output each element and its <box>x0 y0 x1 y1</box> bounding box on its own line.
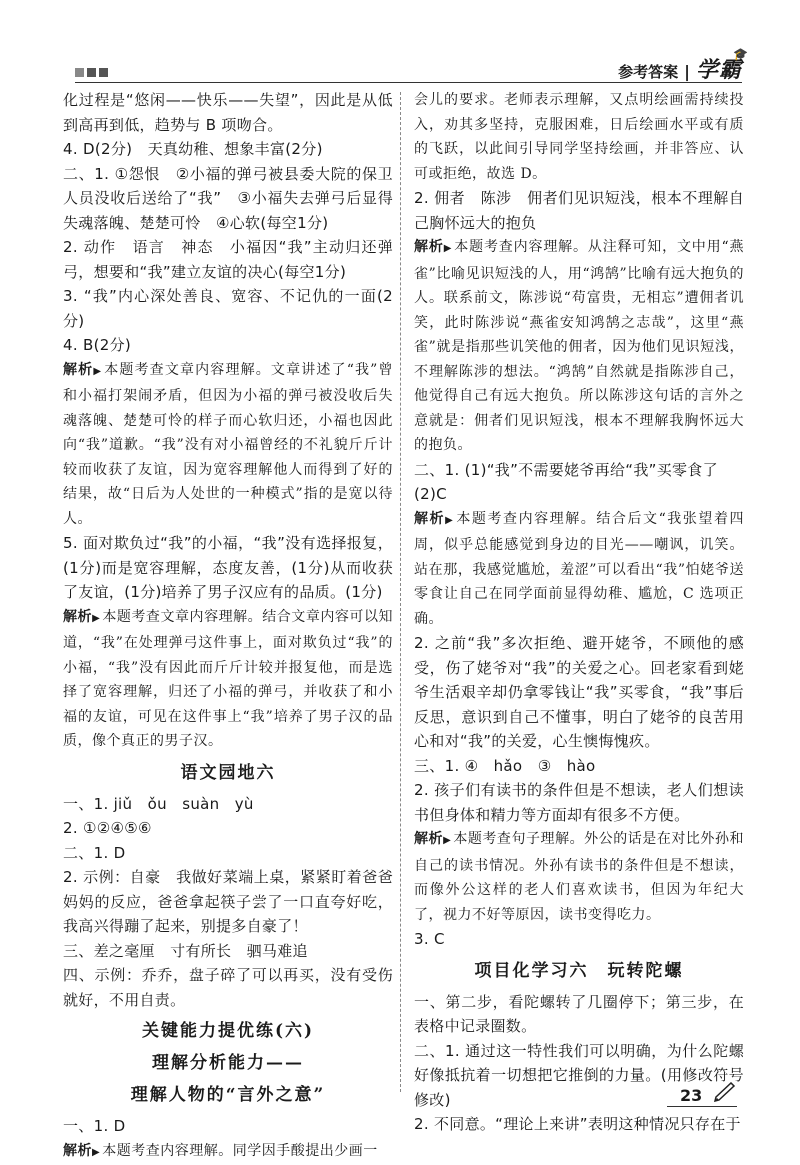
pencil-icon <box>712 1082 738 1104</box>
paragraph-text: 二、1. (1)“我”不需要姥爷再给“我”买零食了 <box>414 461 718 479</box>
explanation-tag: 解析 <box>414 511 445 527</box>
paragraph-text: 一、第二步，看陀螺转了几圈停下；第三步，在表格中记录圈数。 <box>414 993 744 1036</box>
answer-paragraph <box>63 137 393 162</box>
paragraph-text: 一、1. jiǔ ǒu suàn yù <box>63 795 254 813</box>
footer-rule <box>667 1106 737 1107</box>
paragraph-text: 本题考查内容理解。结合后文“我张望着四周，似乎总能感觉到身边的目光——嘲讽，讥笑。站在那，我感觉尴尬，羞涩”可以看出“我”怕姥爷送零食让自己在同学面前显得幼稚、尴尬，C 选项正确。 <box>414 511 744 627</box>
answer-paragraph <box>63 1114 393 1139</box>
answer-paragraph <box>414 631 744 754</box>
answer-paragraph <box>63 816 393 841</box>
explanation-tag: 解析 <box>414 239 444 255</box>
explanation-paragraph <box>414 235 744 458</box>
paragraph-text: 二、1. D <box>63 844 125 862</box>
explanation-paragraph <box>63 358 393 532</box>
page-header <box>0 0 800 84</box>
paragraph-text: 本题考查文章内容理解。文章讲述了“我”曾和小福打架闹矛盾，但因为小福的弹弓被没收后失魂落魄、楚楚可怜的样子而心软归还，小福也因此向“我”道歉。“我”没有对小福曾经的不礼貌斤斤计较而收获了友谊，因为宽容理解他人而得到了好的结果，故“日后为人处世的一种模式”指的是宽以待人。 <box>63 362 393 527</box>
right-column <box>414 88 744 1137</box>
paragraph-text: 4. B(2分) <box>63 336 131 354</box>
paragraph-text: 本题考查文章内容理解。结合文章内容可以知道，“我”在处理弹弓这件事上，面对欺负过“我”的小福，“我”没有因此而斤斤计较并报复他，而是选择了宽容理解，归还了小福的弹弓，并收获了和小福的友谊，可见在这件事上“我”培养了男子汉的品质，像个真正的男子汉。 <box>63 609 393 750</box>
section-heading: 理解分析能力—— <box>63 1050 393 1076</box>
paragraph-text: 2. 佣者 陈涉 佣者们见识短浅，根本不理解自己胸怀远大的抱负 <box>414 189 744 232</box>
arrow-icon: ▶ <box>445 515 454 526</box>
answer-paragraph <box>414 1112 744 1137</box>
answer-paragraph <box>63 333 393 358</box>
answer-paragraph <box>414 458 744 483</box>
paragraph-text: (2)C <box>414 485 447 503</box>
left-column <box>63 88 393 1165</box>
answer-paragraph <box>414 927 744 952</box>
paragraph-text: 3. C <box>414 930 445 948</box>
section-heading: 语文园地六 <box>63 760 393 786</box>
paragraph-text: 2. 不同意。“理论上来讲”表明这种情况只存在于 <box>414 1115 741 1133</box>
section-heading: 关键能力提优练(六) <box>63 1018 393 1044</box>
answer-paragraph <box>414 186 744 235</box>
header-separator: | <box>684 62 690 81</box>
reference-answers-label: 参考答案 <box>618 61 678 82</box>
header-rule <box>75 82 742 83</box>
paragraph-text: 2. 动作 语言 神态 小福因“我”主动归还弹弓，想要和“我”建立友谊的决心(每空1分) <box>63 238 393 281</box>
paragraph-text: 三、1. ④ hǎo ③ hào <box>414 757 596 775</box>
answer-paragraph <box>414 482 744 507</box>
explanation-tag: 解析 <box>63 1143 92 1159</box>
explanation-paragraph <box>63 605 393 754</box>
paragraph-text: 2. 孩子们有读书的条件但是不想读，老人们想读书但身体和精力等方面却有很多不方便。 <box>414 781 744 824</box>
paragraph-text: 三、差之毫厘 寸有所长 驷马难追 <box>63 942 308 960</box>
answer-paragraph <box>63 963 393 1012</box>
paragraph-text: 化过程是“悠闲——快乐——失望”，因此是从低到高再到低，趋势与 B 项吻合。 <box>63 91 393 134</box>
arrow-icon: ▶ <box>92 1147 100 1158</box>
explanation-tag: 解析 <box>63 609 92 625</box>
section-heading: 理解人物的“言外之意” <box>63 1082 393 1108</box>
section-heading: 项目化学习六 玩转陀螺 <box>414 958 744 984</box>
answer-paragraph <box>414 754 744 779</box>
paragraph-text: 4. D(2分) 天真幼稚、想象丰富(2分) <box>63 140 323 158</box>
answer-paragraph <box>63 841 393 866</box>
paragraph-text: 会儿的要求。老师表示理解，又点明绘画需持续投入，劝其多坚持，克服困难，日后绘画水平或有质的飞跃，以此间引导同学坚持绘画，并非答应、认可或拒绝，故选 D。 <box>414 92 744 182</box>
answer-paragraph <box>63 88 393 137</box>
answer-paragraph <box>63 792 393 817</box>
answer-paragraph <box>63 939 393 964</box>
explanation-paragraph <box>414 88 744 186</box>
page-number: 23 <box>680 1086 702 1105</box>
arrow-icon: ▶ <box>92 613 100 624</box>
header-brand <box>618 53 742 84</box>
paragraph-text: 本题考查内容理解。从注释可知，文中用“燕雀”比喻见识短浅的人，用“鸿鹄”比喻有远大抱负的人。联系前文，陈涉说“苟富贵，无相忘”遭佣者讥笑，此时陈涉说“燕雀安知鸿鹄之志哉”，这里“燕雀”就是指那些讥笑他的佣者，因为他们见识短浅，不理解陈涉的想法。“鸿鹄”自然就是指陈涉自己，他觉得自己有远大抱负。所以陈涉这句话的言外之意就是：佣者们见识短浅，根本不理解我胸怀远大的抱负。 <box>414 239 744 453</box>
paragraph-text: 二、1. 通过这一特性我们可以明确，为什么陀螺好像抵抗着一切想把它推倒的力量。(用修改符号修改) <box>414 1042 744 1109</box>
explanation-tag: 解析 <box>63 362 93 378</box>
paragraph-text: 2. ①②④⑤⑥ <box>63 819 152 837</box>
answer-paragraph <box>63 284 393 333</box>
explanation-paragraph <box>414 507 744 632</box>
paragraph-text: 本题考查句子理解。外公的话是在对比外孙和自己的读书情况。外孙有读书的条件但是不想读，而像外公这样的老人们喜欢读书，但因为年纪大了，视力不好等原因，读书变得吃力。 <box>414 831 744 923</box>
paragraph-text: 2. 之前“我”多次拒绝、避开姥爷，不顾他的感受，伤了姥爷对“我”的关爱之心。回老家看到姥爷生活艰辛却仍拿零钱让“我”买零食，“我”事后反思，意识到自己不懂事，明白了姥爷的良苦用心和对“我”的关爱，心生懊悔愧疚。 <box>414 634 744 750</box>
explanation-tag: 解析 <box>414 831 443 847</box>
paragraph-text: 四、示例：乔乔，盘子碎了可以再买，没有受伤就好，不用自责。 <box>63 966 393 1009</box>
arrow-icon: ▶ <box>443 835 451 846</box>
column-divider <box>400 92 401 1092</box>
paragraph-text: 一、1. D <box>63 1117 125 1135</box>
answer-paragraph <box>414 990 744 1039</box>
paragraph-text: 2. 示例：自豪 我做好菜端上桌，紧紧盯着爸爸妈妈的反应，爸爸拿起筷子尝了一口直夸好吃，我高兴得蹦了起来，别提多自豪了！ <box>63 868 393 935</box>
paragraph-text: 3. “我”内心深处善良、宽容、不记仇的一面(2分) <box>63 287 393 330</box>
answer-paragraph <box>63 865 393 939</box>
header-squares-decoration <box>75 68 108 77</box>
arrow-icon: ▶ <box>93 366 102 377</box>
answer-paragraph <box>63 235 393 284</box>
brand-logo: 学霸 <box>696 53 742 84</box>
answer-paragraph <box>63 531 393 605</box>
answer-paragraph <box>414 778 744 827</box>
paragraph-text: 本题考查内容理解。同学因手酸提出少画一 <box>102 1143 378 1159</box>
answer-paragraph <box>63 162 393 236</box>
paragraph-text: 5. 面对欺负过“我”的小福，“我”没有选择报复，(1分)而是宽容理解，态度友善，(1分)从而收获了友谊，(1分)培养了男子汉应有的品质。(1分) <box>63 534 393 601</box>
arrow-icon: ▶ <box>444 243 453 254</box>
explanation-paragraph <box>414 827 744 927</box>
graduation-cap-icon: 🎓 <box>733 47 748 61</box>
explanation-paragraph <box>63 1139 393 1165</box>
paragraph-text: 二、1. ①怨恨 ②小福的弹弓被县委大院的保卫人员没收后送给了“我” ③小福失去弹弓后显得失魂落魄、楚楚可怜 ④心软(每空1分) <box>63 165 393 232</box>
